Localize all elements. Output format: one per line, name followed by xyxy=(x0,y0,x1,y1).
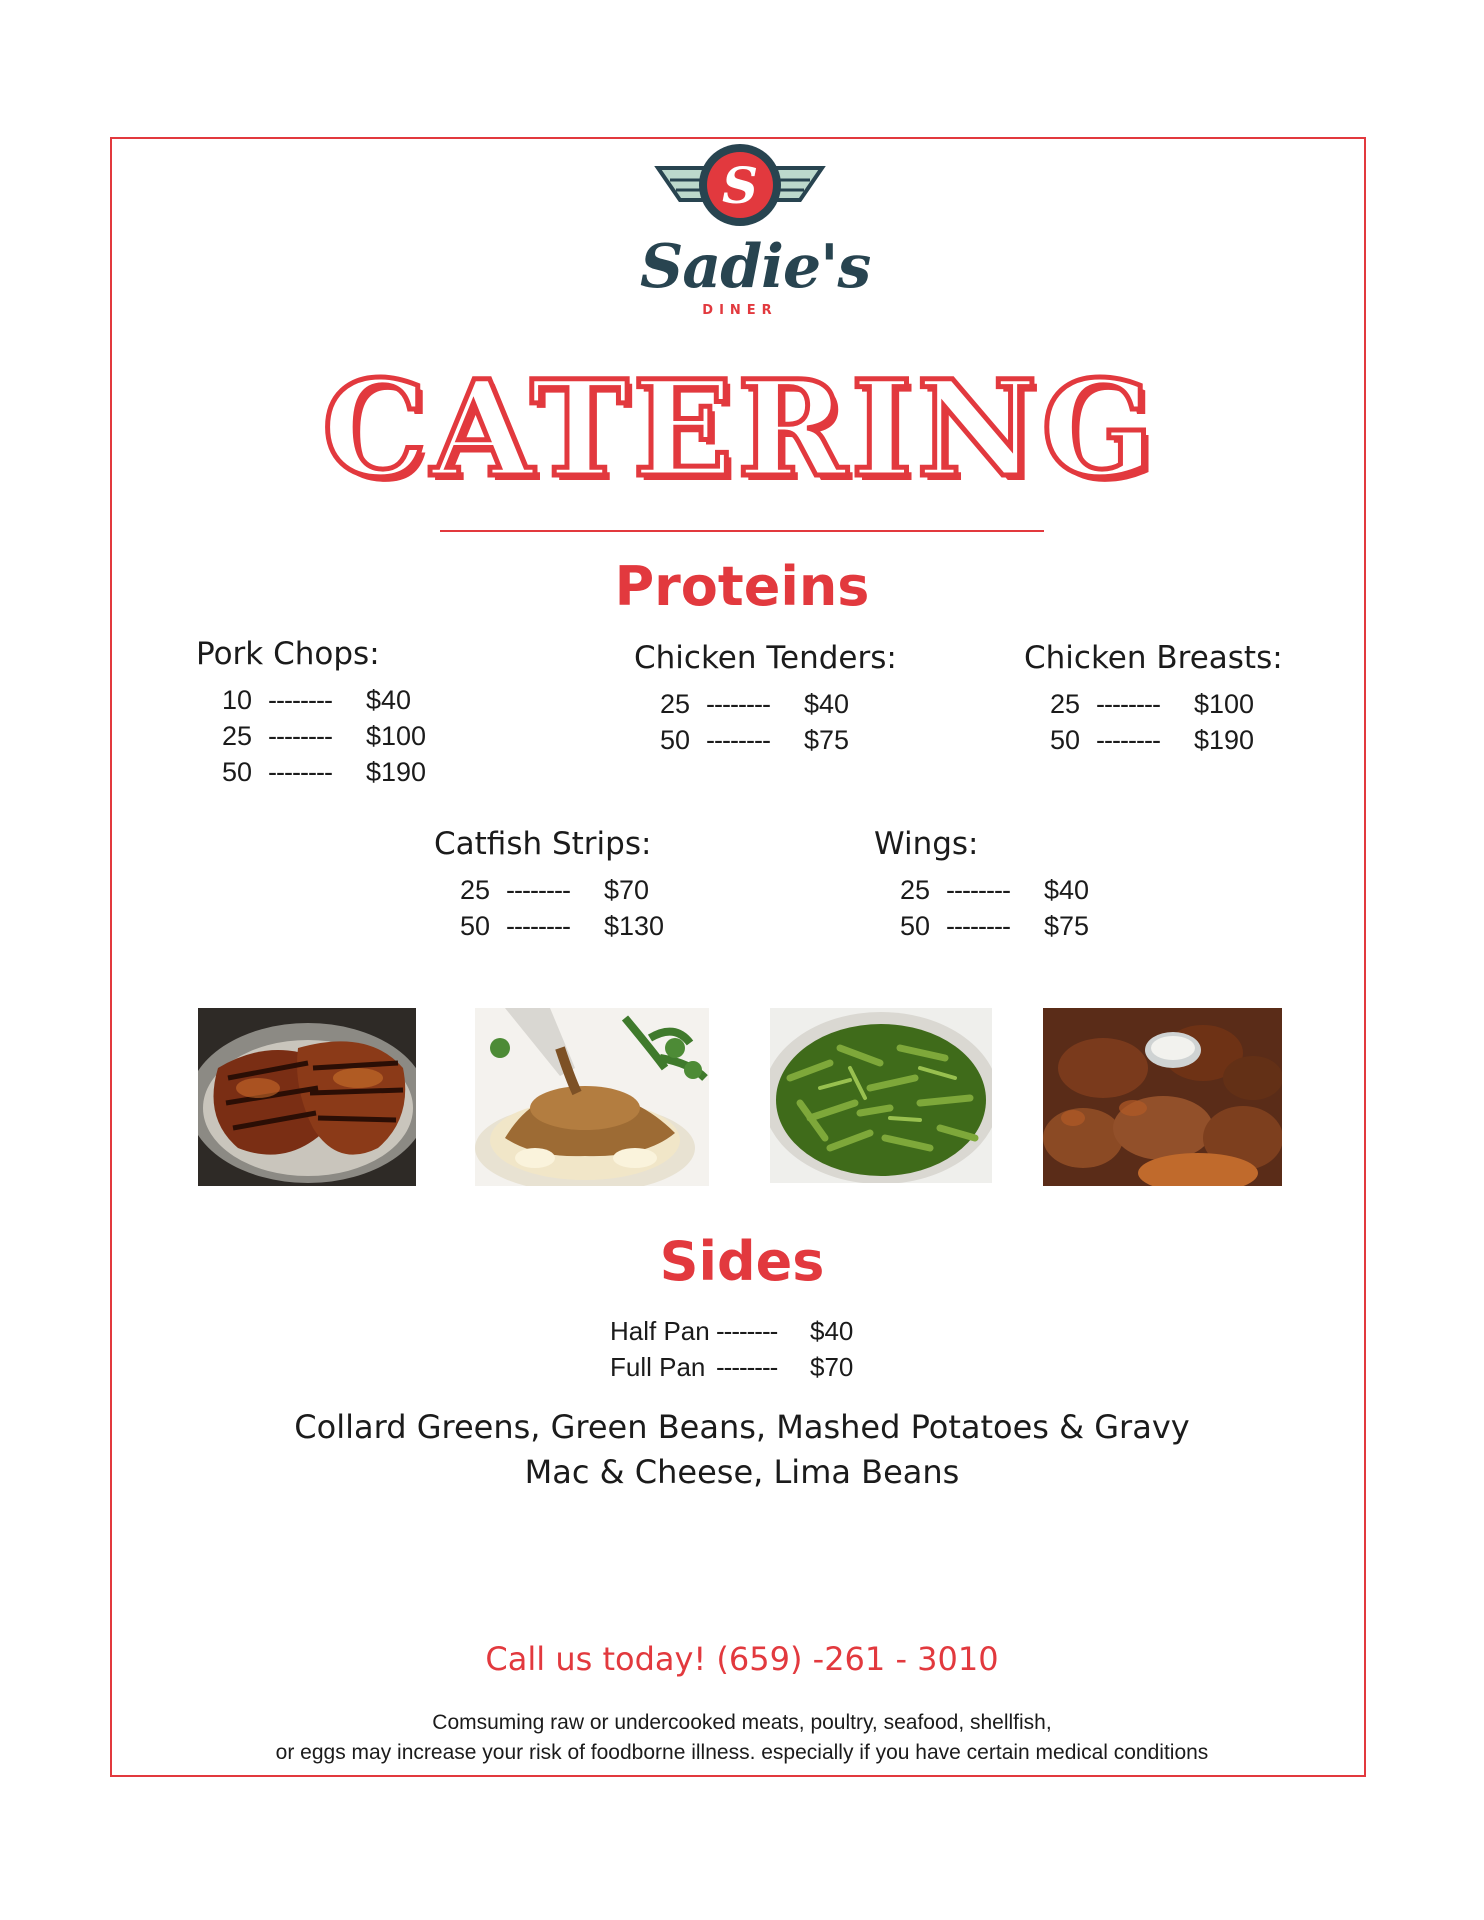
price-row: 25 -------- $40 xyxy=(660,689,850,719)
item-name: Catfish Strips: xyxy=(434,826,652,862)
item-name: Pork Chops: xyxy=(196,636,380,672)
price-row: 50 -------- $130 xyxy=(460,911,665,941)
chicken-wings-photo xyxy=(1043,1008,1282,1186)
disclaimer-line-2: or eggs may increase your risk of foodborne illness. especially if you have certain medical conditions xyxy=(275,1741,1209,1764)
sides-price-list xyxy=(610,1313,910,1385)
protein-wings xyxy=(874,826,1124,944)
sides-list-line-1: Collard Greens, Green Beans, Mashed Potatoes & Gravy xyxy=(294,1408,1190,1446)
catering-heading: CATERING xyxy=(322,352,1158,507)
price-row: 25 -------- $70 xyxy=(460,875,650,905)
protein-chicken-breasts xyxy=(1024,640,1283,758)
logo-subtitle: DINER xyxy=(702,303,778,318)
proteins-title: Proteins xyxy=(614,555,870,618)
price-row: 25 -------- $40 xyxy=(900,875,1090,905)
item-name: Chicken Breasts: xyxy=(1024,640,1283,676)
price-row: 50 -------- $190 xyxy=(222,757,427,787)
pork-chops-photo xyxy=(198,1008,416,1186)
protein-pork-chops xyxy=(196,636,446,790)
protein-catfish-strips xyxy=(434,826,684,944)
price-row: Full Pan -------- $70 xyxy=(610,1352,854,1382)
logo-badge-icon xyxy=(640,140,840,235)
sides-list-line-2: Mac & Cheese, Lima Beans xyxy=(524,1453,960,1491)
green-beans-photo xyxy=(770,1008,992,1183)
price-row: 50 -------- $75 xyxy=(900,911,1090,941)
svg-text:S: S xyxy=(721,156,759,215)
price-row: Half Pan -------- $40 xyxy=(610,1316,854,1346)
logo-wordmark: Sadie's xyxy=(640,232,871,302)
price-row: 25 -------- $100 xyxy=(1050,689,1255,719)
protein-chicken-tenders xyxy=(634,640,897,758)
heading-divider xyxy=(440,530,1044,532)
sides-title: Sides xyxy=(659,1230,825,1293)
sadies-diner-logo xyxy=(640,140,871,330)
price-row: 50 -------- $190 xyxy=(1050,725,1255,755)
item-name: Wings: xyxy=(874,826,979,862)
price-row: 10 -------- $40 xyxy=(222,685,412,715)
price-row: 25 -------- $100 xyxy=(222,721,427,751)
mashed-potatoes-gravy-photo xyxy=(475,1008,709,1186)
disclaimer-line-1: Comsuming raw or undercooked meats, poultry, seafood, shellfish, xyxy=(432,1711,1052,1734)
item-name: Chicken Tenders: xyxy=(634,640,897,676)
price-row: 50 -------- $75 xyxy=(660,725,850,755)
call-to-action: Call us today! (659) -261 - 3010 xyxy=(485,1640,999,1678)
